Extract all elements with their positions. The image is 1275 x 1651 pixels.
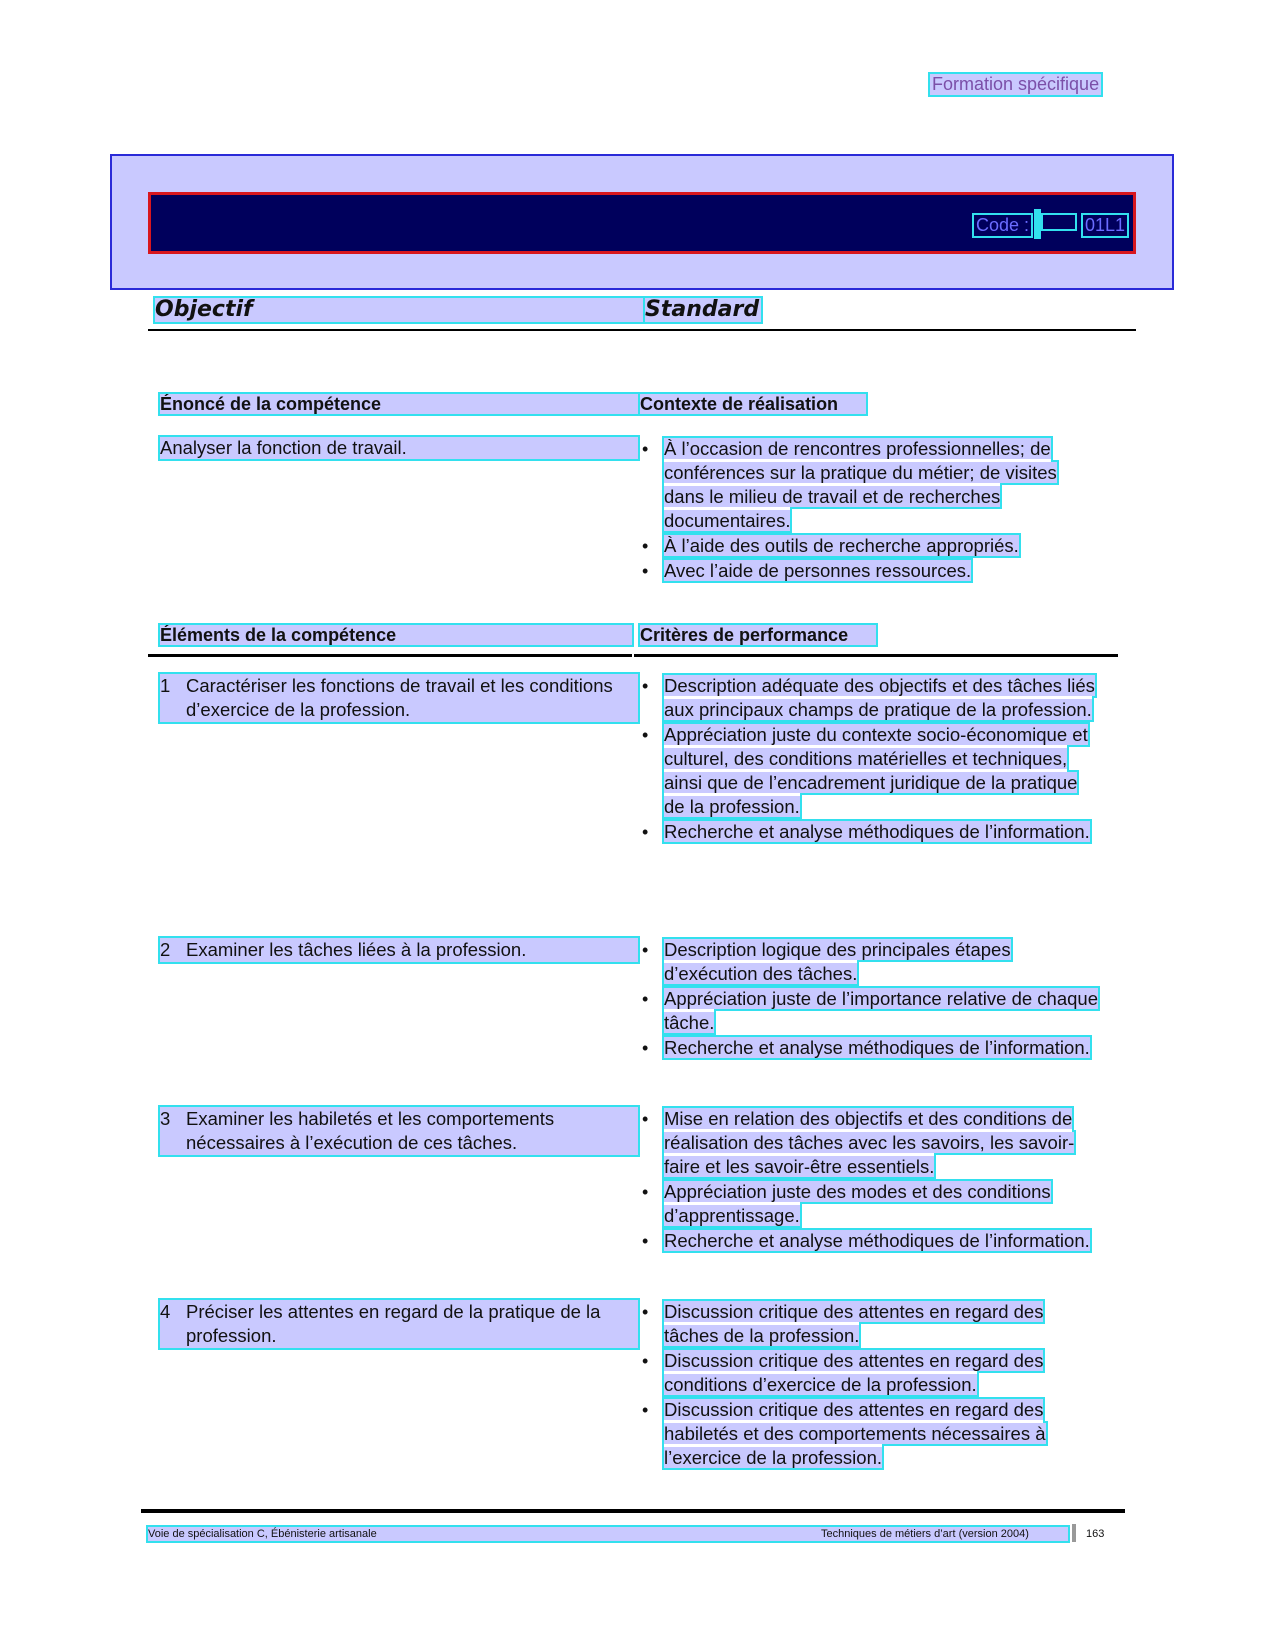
enonce-heading: Énoncé de la compétence bbox=[160, 394, 638, 414]
element-1 bbox=[160, 674, 638, 722]
list-item: • Appréciation juste des modes et des conditions d’apprentissage. bbox=[640, 1180, 1102, 1228]
list-item: • Description adéquate des objectifs et des tâches liés aux principaux champs de pratique de la profession. bbox=[640, 674, 1102, 722]
list-item: • Avec l’aide de personnes ressources. bbox=[640, 559, 1102, 583]
list-item: • Mise en relation des objectifs et des conditions de réalisation des tâches avec les savoirs, les savoir-faire et les savoir-être essentiels. bbox=[640, 1107, 1102, 1179]
list-item: • À l’aide des outils de recherche appropriés. bbox=[640, 534, 1102, 558]
criteria-list-4 bbox=[640, 1300, 1102, 1471]
divider-gap bbox=[632, 654, 634, 657]
element-number: 4 bbox=[160, 1301, 171, 1322]
code-separator bbox=[1034, 209, 1041, 239]
page-number: 163 bbox=[1086, 1528, 1105, 1540]
element-text: 1 Caractériser les fonctions de travail et les conditions d’exercice de la profession. bbox=[160, 674, 638, 722]
element-3 bbox=[160, 1107, 638, 1155]
list-item: • Appréciation juste de l’importance relative de chaque tâche. bbox=[640, 987, 1102, 1035]
element-text: 3 Examiner les habiletés et les comportements nécessaires à l’exécution de ces tâches. bbox=[160, 1107, 638, 1155]
list-item: • Discussion critique des attentes en regard des habiletés et des comportements nécessaires à l’exercice de la profession. bbox=[640, 1398, 1102, 1470]
element-2 bbox=[160, 938, 638, 962]
criteria-list-1 bbox=[640, 674, 1102, 845]
criteres-heading: Critères de performance bbox=[640, 625, 876, 645]
code-spacer bbox=[1043, 215, 1075, 229]
element-text: 2 Examiner les tâches liées à la profession. bbox=[160, 938, 638, 962]
footer-divider bbox=[141, 1509, 1125, 1513]
footer-bar bbox=[148, 1527, 1105, 1541]
footer-right-text: Techniques de métiers d’art (version 2004) bbox=[821, 1528, 1029, 1540]
objectif-heading: Objectif bbox=[155, 298, 645, 322]
list-item: • Recherche et analyse méthodiques de l’information. bbox=[640, 1036, 1102, 1060]
list-item: • Discussion critique des attentes en regard des conditions d’exercice de la profession. bbox=[640, 1349, 1102, 1397]
element-number: 2 bbox=[160, 939, 171, 960]
list-item: • À l’occasion de rencontres professionnelles; de conférences sur la pratique du métier; de visites dans le milieu de travail et de recherches documentaires. bbox=[640, 437, 1102, 533]
enonce-text: Analyser la fonction de travail. bbox=[160, 437, 638, 459]
elements-heading: Éléments de la compétence bbox=[160, 625, 632, 645]
element-number: 1 bbox=[160, 675, 171, 696]
element-number: 3 bbox=[160, 1108, 171, 1129]
contexte-heading: Contexte de réalisation bbox=[640, 394, 866, 414]
footer-left-text: Voie de spécialisation C, Ébénisterie artisanale bbox=[148, 1528, 377, 1540]
section-label: Formation spécifique bbox=[932, 74, 1100, 94]
list-item: • Recherche et analyse méthodiques de l’information. bbox=[640, 820, 1102, 844]
footer-separator bbox=[1072, 1524, 1076, 1542]
list-item: • Description logique des principales étapes d’exécution des tâches. bbox=[640, 938, 1102, 986]
code-label: Code : bbox=[976, 215, 1030, 235]
element-4 bbox=[160, 1300, 638, 1348]
list-item: • Recherche et analyse méthodiques de l’information. bbox=[640, 1229, 1102, 1253]
list-item: • Discussion critique des attentes en regard des tâches de la profession. bbox=[640, 1300, 1102, 1348]
standard-heading: Standard bbox=[645, 297, 760, 322]
criteria-list-3 bbox=[640, 1107, 1102, 1254]
element-text: 4 Préciser les attentes en regard de la pratique de la profession. bbox=[160, 1300, 638, 1348]
code-value: 01L1 bbox=[1085, 215, 1126, 235]
contexte-list bbox=[640, 437, 1102, 584]
criteria-list-2 bbox=[640, 938, 1102, 1061]
divider bbox=[148, 329, 1136, 331]
list-item: • Appréciation juste du contexte socio-économique et culturel, des conditions matérielles et techniques, ainsi que de l’encadrement juridique de la pratique de la profession. bbox=[640, 723, 1102, 819]
code-bar bbox=[148, 192, 1136, 254]
